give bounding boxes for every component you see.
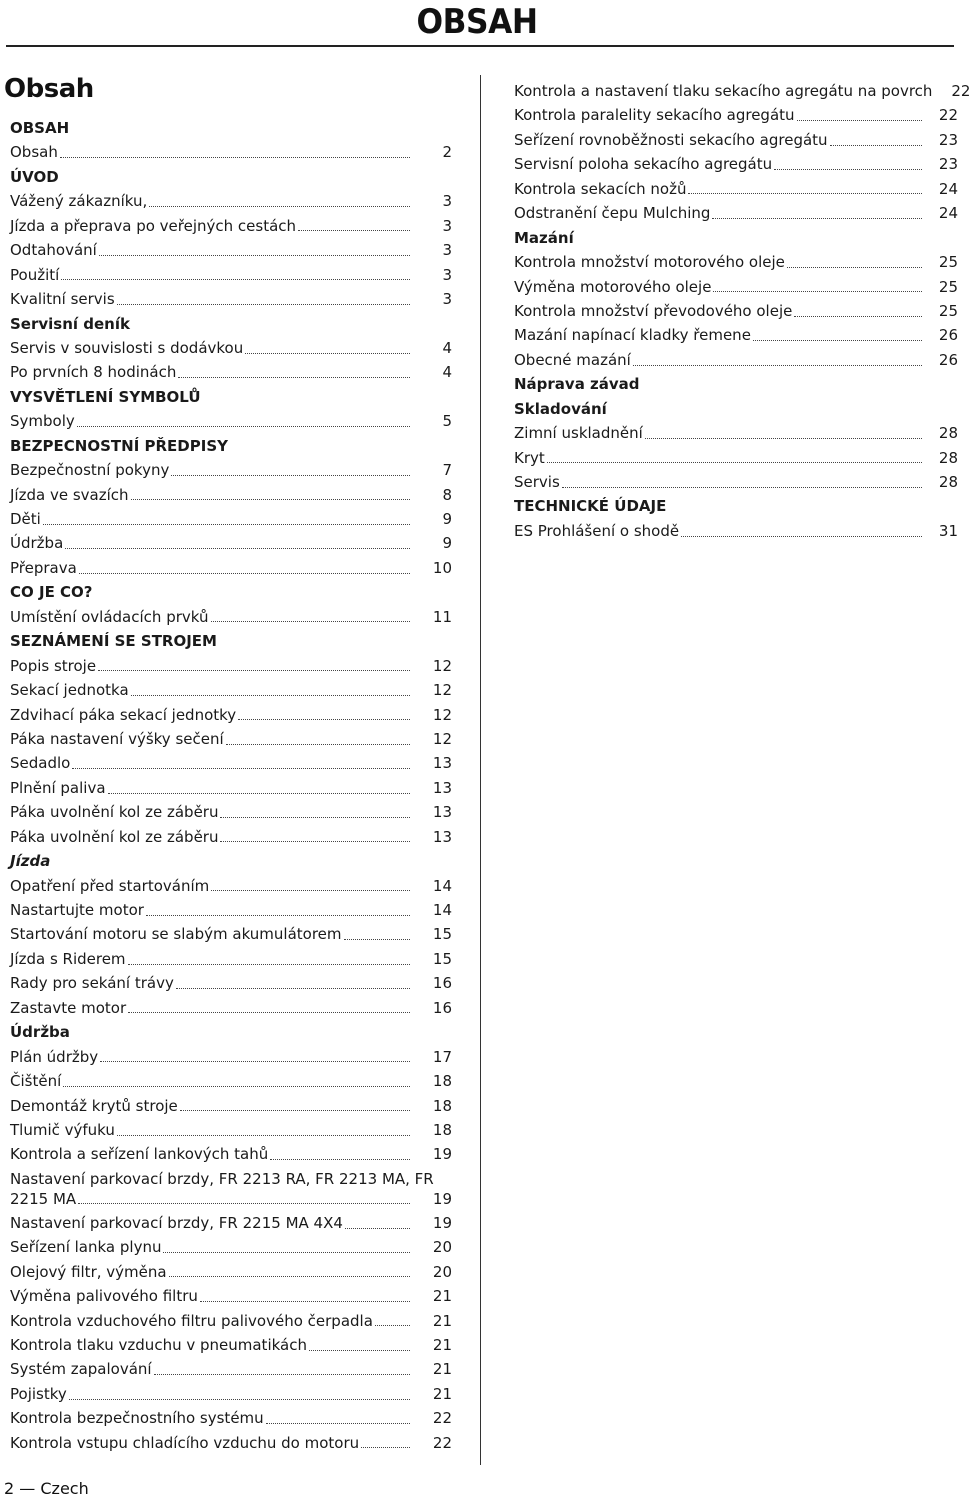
- toc-entry[interactable]: [10, 214, 452, 238]
- toc-heading-label: VYSVĚTLENÍ SYMBOLŮ: [10, 387, 201, 406]
- dot-leader: [713, 291, 922, 292]
- toc-page-number: 2: [442, 143, 452, 162]
- dot-leader: [69, 1399, 410, 1400]
- dot-leader: [270, 1159, 410, 1160]
- toc-entry[interactable]: [514, 519, 958, 543]
- dot-leader: [61, 279, 410, 280]
- toc-section-heading: [10, 849, 452, 873]
- toc-entry-label: Zastavte motor: [10, 998, 127, 1017]
- dot-leader: [131, 695, 410, 696]
- toc-heading-label: Údržba: [10, 1023, 70, 1042]
- toc-page-number: 25: [938, 301, 958, 320]
- toc-entry[interactable]: [10, 1094, 452, 1118]
- toc-entry[interactable]: [514, 152, 958, 176]
- toc-page-number: 22: [951, 82, 970, 100]
- toc-right-column: [514, 79, 970, 543]
- toc-heading-label: CO JE CO?: [10, 583, 93, 602]
- toc-entry[interactable]: [10, 336, 452, 360]
- dot-leader: [128, 1012, 410, 1013]
- toc-page-number: 18: [432, 1096, 452, 1115]
- dot-leader: [180, 1110, 410, 1111]
- toc-entry-label: Plán údržby: [10, 1047, 99, 1066]
- toc-page-number: 12: [432, 729, 452, 748]
- toc-page-number: 25: [938, 253, 958, 272]
- toc-entry[interactable]: [10, 287, 452, 311]
- toc-page-number: 4: [442, 338, 452, 357]
- dot-leader: [211, 621, 411, 622]
- toc-entry-label: Jízda s Riderem: [10, 949, 126, 968]
- dot-leader: [98, 670, 410, 671]
- toc-entry-label: Olejový filtr, výměna: [10, 1262, 167, 1281]
- toc-entry-label: Mazání napínací kladky řemene: [514, 326, 751, 345]
- toc-page-number: 15: [432, 925, 452, 944]
- toc-page-number: 16: [432, 974, 452, 993]
- toc-entry-label: Systém zapalování: [10, 1360, 152, 1379]
- toc-page-number: 13: [432, 778, 452, 797]
- toc-entry-label: Kontrola množství motorového oleje: [514, 253, 785, 272]
- dot-leader: [712, 218, 922, 219]
- toc-entry[interactable]: [514, 177, 958, 201]
- toc-entry-label: Umístění ovládacích prvků: [10, 607, 209, 626]
- toc-page-number: 18: [432, 1072, 452, 1091]
- toc-entry-label: Kontrola vzduchového filtru palivového čerpadla: [10, 1311, 373, 1330]
- dot-leader: [131, 499, 411, 500]
- toc-page-number: 3: [442, 290, 452, 309]
- toc-entry[interactable]: [514, 446, 958, 470]
- toc-entry[interactable]: [10, 898, 452, 922]
- dot-leader: [562, 487, 922, 488]
- toc-page-number: 13: [432, 754, 452, 773]
- dot-leader: [226, 744, 410, 745]
- toc-left-column: [10, 116, 452, 1455]
- dot-leader: [787, 267, 922, 268]
- dot-leader: [146, 915, 410, 916]
- dot-leader: [774, 169, 922, 170]
- dot-leader: [78, 1203, 410, 1204]
- toc-entry-label: Jízda a přeprava po veřejných cestách: [10, 216, 297, 235]
- dot-leader: [99, 255, 410, 256]
- toc-entry-label: Kontrola bezpečnostního systému: [10, 1409, 264, 1428]
- toc-entry[interactable]: [10, 1284, 452, 1308]
- dot-leader: [220, 817, 410, 818]
- toc-entry-label: Odstranění čepu Mulching: [514, 204, 711, 223]
- footer-separator: —: [19, 1479, 36, 1498]
- toc-entry-label: Symboly: [10, 412, 75, 431]
- toc-entry-label: Výměna palivového filtru: [10, 1287, 198, 1306]
- toc-entry-label: Plnění paliva: [10, 778, 106, 797]
- toc-entry-label: Rady pro sekání trávy: [10, 974, 174, 993]
- toc-section-heading: [10, 116, 452, 140]
- toc-section-heading: [514, 494, 958, 518]
- dot-leader: [176, 988, 410, 989]
- toc-page-number: 3: [442, 216, 452, 235]
- toc-page-number: 10: [432, 558, 452, 577]
- toc-section-heading: [514, 397, 958, 421]
- toc-entry[interactable]: [514, 323, 958, 347]
- toc-entry-label: Sedadlo: [10, 754, 71, 773]
- dot-leader: [633, 365, 922, 366]
- dot-leader: [63, 1086, 410, 1087]
- toc-entry-label: Kontrola tlaku vzduchu v pneumatikách: [10, 1336, 307, 1354]
- toc-entry-label: Páka uvolnění kol ze záběru: [10, 803, 219, 822]
- toc-entry-label: Vážený zákazníku,: [10, 192, 148, 211]
- toc-entry-label: Servis: [514, 473, 560, 491]
- toc-entry[interactable]: [514, 470, 958, 494]
- toc-page-number: 13: [432, 827, 452, 846]
- toc-page-number: 3: [442, 241, 452, 260]
- dot-leader: [108, 793, 410, 794]
- dot-leader: [149, 206, 410, 207]
- toc-entry[interactable]: [10, 1211, 452, 1235]
- footer-page-number: 2: [4, 1479, 15, 1498]
- toc-entry[interactable]: [10, 189, 452, 213]
- toc-entry[interactable]: [10, 458, 452, 482]
- toc-entry[interactable]: [10, 1142, 452, 1166]
- toc-entry[interactable]: [10, 1431, 452, 1455]
- toc-entry[interactable]: [10, 238, 452, 262]
- toc-entry[interactable]: [514, 128, 958, 152]
- toc-page-number: 21: [432, 1287, 452, 1306]
- toc-page-number: 8: [442, 485, 452, 504]
- toc-section-heading: [10, 165, 452, 189]
- toc-page-number: 17: [432, 1047, 452, 1066]
- toc-entry-label: Obsah: [10, 143, 58, 162]
- toc-page-number: 22: [938, 106, 958, 125]
- toc-entry[interactable]: [10, 727, 452, 751]
- toc-entry[interactable]: [10, 263, 452, 287]
- toc-section-heading: [10, 434, 452, 458]
- toc-entry-label: Kontrola sekacích nožů: [514, 179, 687, 198]
- toc-heading-label: BEZPECNOSTNÍ PŘEDPISY: [10, 436, 228, 455]
- toc-entry[interactable]: [10, 1235, 452, 1259]
- toc-page-number: 26: [938, 326, 958, 345]
- toc-entry[interactable]: [514, 79, 970, 103]
- toc-entry[interactable]: [10, 360, 452, 384]
- toc-entry[interactable]: [10, 800, 452, 824]
- toc-entry[interactable]: [10, 483, 452, 507]
- toc-entry-label: Pojistky: [10, 1384, 67, 1403]
- header-rule: [6, 45, 954, 47]
- toc-page-number: 28: [938, 448, 958, 467]
- dot-leader: [753, 340, 922, 341]
- dot-leader: [117, 1135, 410, 1136]
- toc-entry-label: Kvalitní servis: [10, 290, 115, 309]
- dot-leader: [688, 193, 922, 194]
- dot-leader: [830, 145, 922, 146]
- toc-heading-label: Servisní deník: [10, 314, 130, 333]
- toc-page-number: 21: [432, 1336, 452, 1354]
- toc-entry[interactable]: [514, 421, 958, 445]
- dot-leader: [266, 1423, 410, 1424]
- toc-page-number: 23: [938, 130, 958, 149]
- toc-section-heading: [10, 1020, 452, 1044]
- toc-entry-label: Popis stroje: [10, 656, 97, 675]
- toc-page-number: 4: [442, 363, 452, 382]
- dot-leader: [117, 304, 410, 305]
- dot-leader: [100, 1061, 410, 1062]
- toc-page-number: 28: [938, 473, 958, 491]
- toc-entry-label: Zimní uskladnění: [514, 424, 643, 443]
- dot-leader: [163, 1252, 410, 1253]
- toc-entry-label: Nastartujte motor: [10, 901, 144, 919]
- toc-page-number: 15: [432, 949, 452, 968]
- dot-leader: [361, 1447, 410, 1448]
- toc-page-number: 22: [432, 1409, 452, 1428]
- dot-leader: [154, 1374, 410, 1375]
- toc-section-heading: [514, 372, 958, 396]
- toc-section-heading: [514, 226, 958, 250]
- dot-leader: [79, 573, 410, 574]
- toc-page-number: 21: [432, 1311, 452, 1330]
- toc-entry-label: Páka uvolnění kol ze záběru: [10, 827, 219, 846]
- toc-page-number: 28: [938, 424, 958, 443]
- toc-heading-label: Skladování: [514, 399, 607, 418]
- toc-entry-label: Servisní poloha sekacího agregátu: [514, 155, 773, 174]
- toc-entry-label: Jízda ve svazích: [10, 485, 129, 504]
- toc-entry[interactable]: [10, 1382, 452, 1406]
- toc-page-number: 23: [938, 155, 958, 174]
- dot-leader: [171, 475, 410, 476]
- toc-entry[interactable]: [10, 971, 452, 995]
- toc-heading-label: Náprava závad: [514, 375, 640, 394]
- toc-entry-label-continued: 2215 MA: [10, 1189, 77, 1208]
- toc-entry[interactable]: [10, 409, 452, 433]
- toc-entry-label: Páka nastavení výšky sečení: [10, 729, 224, 748]
- toc-entry[interactable]: [10, 507, 452, 531]
- toc-entry-label: Kontrola paralelity sekacího agregátu: [514, 106, 795, 125]
- toc-page-number: 19: [432, 1189, 452, 1208]
- toc-entry-label: Seřízení rovnoběžnosti sekacího agregátu: [514, 130, 828, 149]
- dot-leader: [547, 462, 922, 463]
- toc-page-number: 18: [432, 1120, 452, 1139]
- dot-leader: [65, 548, 410, 549]
- toc-entry-label: Servis v souvislosti s dodávkou: [10, 338, 244, 357]
- toc-page-number: 12: [432, 705, 452, 724]
- toc-page-number: 9: [442, 534, 452, 553]
- toc-entry-label: Použití: [10, 265, 60, 284]
- toc-page-number: 14: [432, 876, 452, 895]
- toc-page-number: 24: [938, 179, 958, 198]
- toc-page-number: 25: [938, 277, 958, 296]
- toc-entry[interactable]: [10, 874, 452, 898]
- page-header-title: OBSAH: [416, 2, 538, 42]
- toc-page-number: 9: [442, 510, 452, 528]
- toc-entry-label: Výměna motorového oleje: [514, 277, 712, 296]
- toc-entry-label: Opatření před startováním: [10, 876, 210, 895]
- toc-entry-label: Nastavení parkovací brzdy, FR 2215 MA 4X4: [10, 1213, 343, 1232]
- dot-leader: [794, 316, 922, 317]
- toc-heading-label: Jízda: [10, 852, 51, 871]
- toc-entry-label: Čištění: [10, 1072, 62, 1091]
- toc-heading-label: TECHNICKÉ ÚDAJE: [514, 497, 667, 516]
- toc-entry-label: Startování motoru se slabým akumulátorem: [10, 925, 342, 944]
- toc-section-heading: [10, 629, 452, 653]
- toc-entry-label: Demontáž krytů stroje: [10, 1096, 178, 1115]
- toc-heading-label: Mazání: [514, 228, 574, 247]
- toc-entry[interactable]: [10, 1045, 452, 1069]
- toc-entry-label: Tlumič výfuku: [10, 1120, 115, 1139]
- toc-heading-label: SEZNÁMENÍ SE STROJEM: [10, 632, 217, 651]
- toc-entry-label: Po prvních 8 hodinách: [10, 363, 177, 382]
- toc-page-number: 14: [432, 901, 452, 919]
- toc-entry-label: Kontrola množství převodového oleje: [514, 301, 793, 320]
- toc-entry[interactable]: [10, 703, 452, 727]
- toc-entry[interactable]: [10, 1069, 452, 1093]
- toc-page-number: 20: [432, 1262, 452, 1281]
- dot-leader: [43, 524, 410, 525]
- dot-leader: [238, 719, 410, 720]
- toc-page-number: 20: [432, 1238, 452, 1257]
- toc-entry[interactable]: [514, 299, 958, 323]
- dot-leader: [681, 536, 922, 537]
- dot-leader: [128, 964, 410, 965]
- dot-leader: [245, 353, 410, 354]
- toc-entry[interactable]: [10, 1309, 452, 1333]
- dot-leader: [77, 426, 410, 427]
- toc-entry[interactable]: [10, 654, 452, 678]
- toc-entry[interactable]: [514, 103, 958, 127]
- toc-entry[interactable]: [10, 605, 452, 629]
- toc-entry[interactable]: [10, 825, 452, 849]
- toc-entry-label: Údržba: [10, 534, 64, 553]
- toc-entry-label: ES Prohlášení o shodě: [514, 521, 680, 540]
- dot-leader: [169, 1276, 410, 1277]
- toc-entry[interactable]: [514, 275, 958, 299]
- toc-entry-label: Nastavení parkovací brzdy, FR 2213 RA, FR 2213 MA, FR: [10, 1169, 434, 1188]
- toc-entry-label: Děti: [10, 510, 41, 528]
- dot-leader: [211, 890, 410, 891]
- toc-entry[interactable]: [10, 531, 452, 555]
- toc-entry[interactable]: [10, 140, 452, 164]
- toc-entry-label: Odtahování: [10, 241, 97, 260]
- toc-page-number: 3: [442, 192, 452, 211]
- dot-leader: [797, 120, 922, 121]
- toc-entry[interactable]: [10, 1167, 452, 1211]
- toc-heading-label: OBSAH: [10, 119, 70, 137]
- toc-page-number: 31: [938, 521, 958, 540]
- toc-page-number: 12: [432, 656, 452, 675]
- toc-entry[interactable]: [10, 556, 452, 580]
- toc-entry[interactable]: [10, 1406, 452, 1430]
- toc-entry-label: Kryt: [514, 448, 545, 467]
- toc-entry-label: Zdvihací páka sekací jednotky: [10, 705, 237, 724]
- toc-page-number: 19: [432, 1145, 452, 1164]
- toc-entry[interactable]: [10, 1260, 452, 1284]
- dot-leader: [344, 939, 410, 940]
- toc-entry[interactable]: [10, 1333, 452, 1357]
- toc-entry[interactable]: [10, 776, 452, 800]
- toc-entry[interactable]: [10, 678, 452, 702]
- toc-section-heading: [10, 580, 452, 604]
- dot-leader: [72, 768, 410, 769]
- dot-leader: [200, 1301, 410, 1302]
- toc-page-number: 13: [432, 803, 452, 822]
- toc-page-number: 21: [432, 1384, 452, 1403]
- toc-entry[interactable]: [10, 922, 452, 946]
- dot-leader: [345, 1228, 410, 1229]
- toc-entry-label: Kontrola vstupu chladícího vzduchu do motoru: [10, 1433, 360, 1452]
- toc-page-number: 7: [442, 461, 452, 480]
- toc-entry[interactable]: [10, 1118, 452, 1142]
- toc-entry-label: Přeprava: [10, 558, 77, 577]
- toc-entry[interactable]: [10, 996, 452, 1020]
- column-divider: [480, 75, 481, 1465]
- toc-page-number: 19: [432, 1213, 452, 1232]
- toc-entry-label: Obecné mazání: [514, 350, 631, 369]
- section-title: Obsah: [4, 74, 94, 104]
- toc-page-number: 21: [432, 1360, 452, 1379]
- dot-leader: [375, 1325, 410, 1326]
- toc-page-number: 26: [938, 350, 958, 369]
- footer-language: Czech: [40, 1479, 89, 1498]
- toc-entry[interactable]: [10, 947, 452, 971]
- dot-leader: [298, 230, 410, 231]
- toc-page-number: 12: [432, 681, 452, 700]
- toc-entry[interactable]: [514, 348, 958, 372]
- toc-page-number: 24: [938, 204, 958, 223]
- toc-section-heading: [10, 312, 452, 336]
- toc-entry[interactable]: [514, 250, 958, 274]
- toc-page-number: 11: [432, 607, 452, 626]
- toc-entry-label: Kontrola a nastavení tlaku sekacího agregátu na povrch: [514, 82, 933, 100]
- page-footer: [4, 1479, 89, 1498]
- toc-entry-label: Kontrola a seřízení lankových tahů: [10, 1145, 269, 1164]
- toc-entry-label: Seřízení lanka plynu: [10, 1238, 162, 1257]
- dot-leader: [220, 841, 410, 842]
- toc-page-number: 3: [442, 265, 452, 284]
- dot-leader: [645, 438, 922, 439]
- toc-entry[interactable]: [10, 1357, 452, 1381]
- toc-entry[interactable]: [10, 751, 452, 775]
- toc-page-number: 5: [442, 412, 452, 431]
- toc-entry-label: Sekací jednotka: [10, 681, 129, 700]
- toc-heading-label: ÚVOD: [10, 167, 59, 186]
- dot-leader: [60, 157, 410, 158]
- dot-leader: [178, 377, 410, 378]
- toc-section-heading: [10, 385, 452, 409]
- toc-entry-label: Bezpečnostní pokyny: [10, 461, 170, 480]
- toc-entry[interactable]: [514, 201, 958, 225]
- toc-page-number: 22: [432, 1433, 452, 1452]
- toc-page-number: 16: [432, 998, 452, 1017]
- dot-leader: [309, 1350, 410, 1351]
